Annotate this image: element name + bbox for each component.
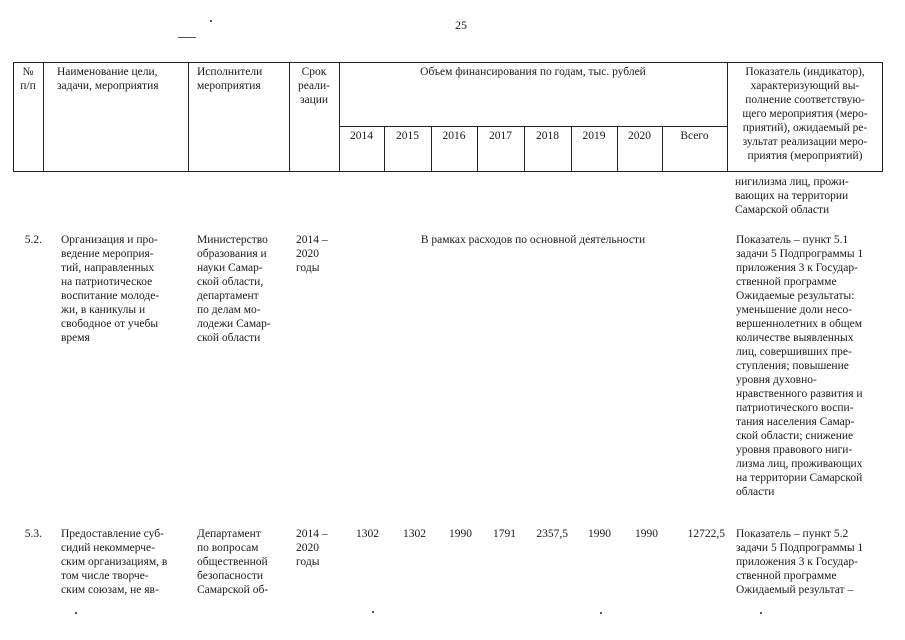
row-5-3-value-2015: 1302 — [403, 528, 426, 540]
header-funding: Объем финансирования по годам, тыс. рублей — [420, 66, 646, 78]
indicator-continuation: нигилизма лиц, прожи- вающих на территории Самарской области — [735, 176, 849, 216]
row-5-3-value-2014: 1302 — [356, 528, 379, 540]
row-5-2-term: 2014 – 2020 годы — [296, 234, 328, 274]
row-5-3-executors: Департамент по вопросам общественной безопасности Самарской об- — [197, 528, 269, 596]
row-5-3-value-2016: 1990 — [449, 528, 472, 540]
row-5-3-value-2018: 2357,5 — [536, 528, 568, 540]
row-5-3-indicator: Показатель – пункт 5.2 задачи 5 Подпрограммы 1 приложения 3 к Государ- ственной программе Ожидаемый результат – — [736, 528, 864, 596]
header-year-2016: 2016 — [442, 130, 466, 142]
col-border — [188, 62, 189, 172]
row-5-3-value-2017: 1791 — [493, 528, 516, 540]
row-5-3-term: 2014 – 2020 годы — [296, 528, 328, 568]
header-name: Наименование цели, задачи, мероприятия — [57, 66, 159, 92]
scan-dot — [75, 612, 77, 614]
header-bottom-line — [13, 171, 882, 172]
row-5-3-value-2020: 1990 — [635, 528, 658, 540]
header-year-2018: 2018 — [536, 130, 559, 142]
page-number: 25 — [455, 18, 467, 32]
col-border — [882, 62, 883, 172]
row-5-3-num: 5.3. — [24, 528, 42, 540]
header-term: Срок реали- зации — [298, 66, 330, 106]
scan-dot — [600, 612, 602, 614]
header-indicator: Показатель (индикатор), характеризующий вы- полнение соответствую- щего мероприятия (меро- приятий), ожидаемый ре- зультат реализации меро- приятия (мероприятий) — [742, 66, 868, 162]
header-total: Всего — [680, 130, 709, 142]
header-year-2017: 2017 — [489, 130, 512, 142]
col-border — [43, 62, 44, 172]
scan-dot — [760, 612, 762, 614]
header-year-2014: 2014 — [350, 130, 373, 142]
scan-dot — [210, 20, 212, 22]
row-5-2-num: 5.2. — [24, 234, 42, 246]
row-5-3-value-total: 12722,5 — [687, 528, 725, 540]
row-5-3-name: Предоставление суб- сидий некоммерче- ским организациям, в том числе творче- ским союзам, не яв- — [61, 528, 168, 596]
header-year-2015: 2015 — [396, 130, 419, 142]
header-executors: Исполнители мероприятия — [197, 66, 263, 92]
row-5-2-funding: В рамках расходов по основной деятельности — [420, 234, 646, 246]
row-5-2-executors: Министерство образования и науки Самар- ской области, департамент по делам мо- лодежи Самар- ской области — [197, 234, 271, 344]
header-year-2019: 2019 — [582, 130, 606, 142]
header-year-2020: 2020 — [628, 130, 651, 142]
header-num: № п/п — [20, 66, 36, 92]
row-5-2-name: Организация и про- ведение мероприя- тий, направленных на патриотическое воспитание молоде- жи, в каникулы и свободное от учебы время — [61, 234, 160, 344]
row-5-3-value-2019: 1990 — [588, 528, 611, 540]
years-top-line — [339, 126, 727, 127]
scan-mark — [178, 37, 196, 38]
scan-dot — [372, 611, 374, 613]
row-5-2-indicator: Показатель – пункт 5.1 задачи 5 Подпрограммы 1 приложения 3 к Государ- ственной программе Ожидаемые результаты: уменьшение доли несо- вершеннолетних в общем количестве выявленных лиц, совершивших пре- ступления; повышение уровня духовно- нравственного развития и патриотического воспи- тания населения Самар- ской области; снижение уровня правового ниги- лизма лиц, проживающих на территории Самарской области — [736, 234, 864, 498]
header-top-line — [13, 62, 882, 63]
